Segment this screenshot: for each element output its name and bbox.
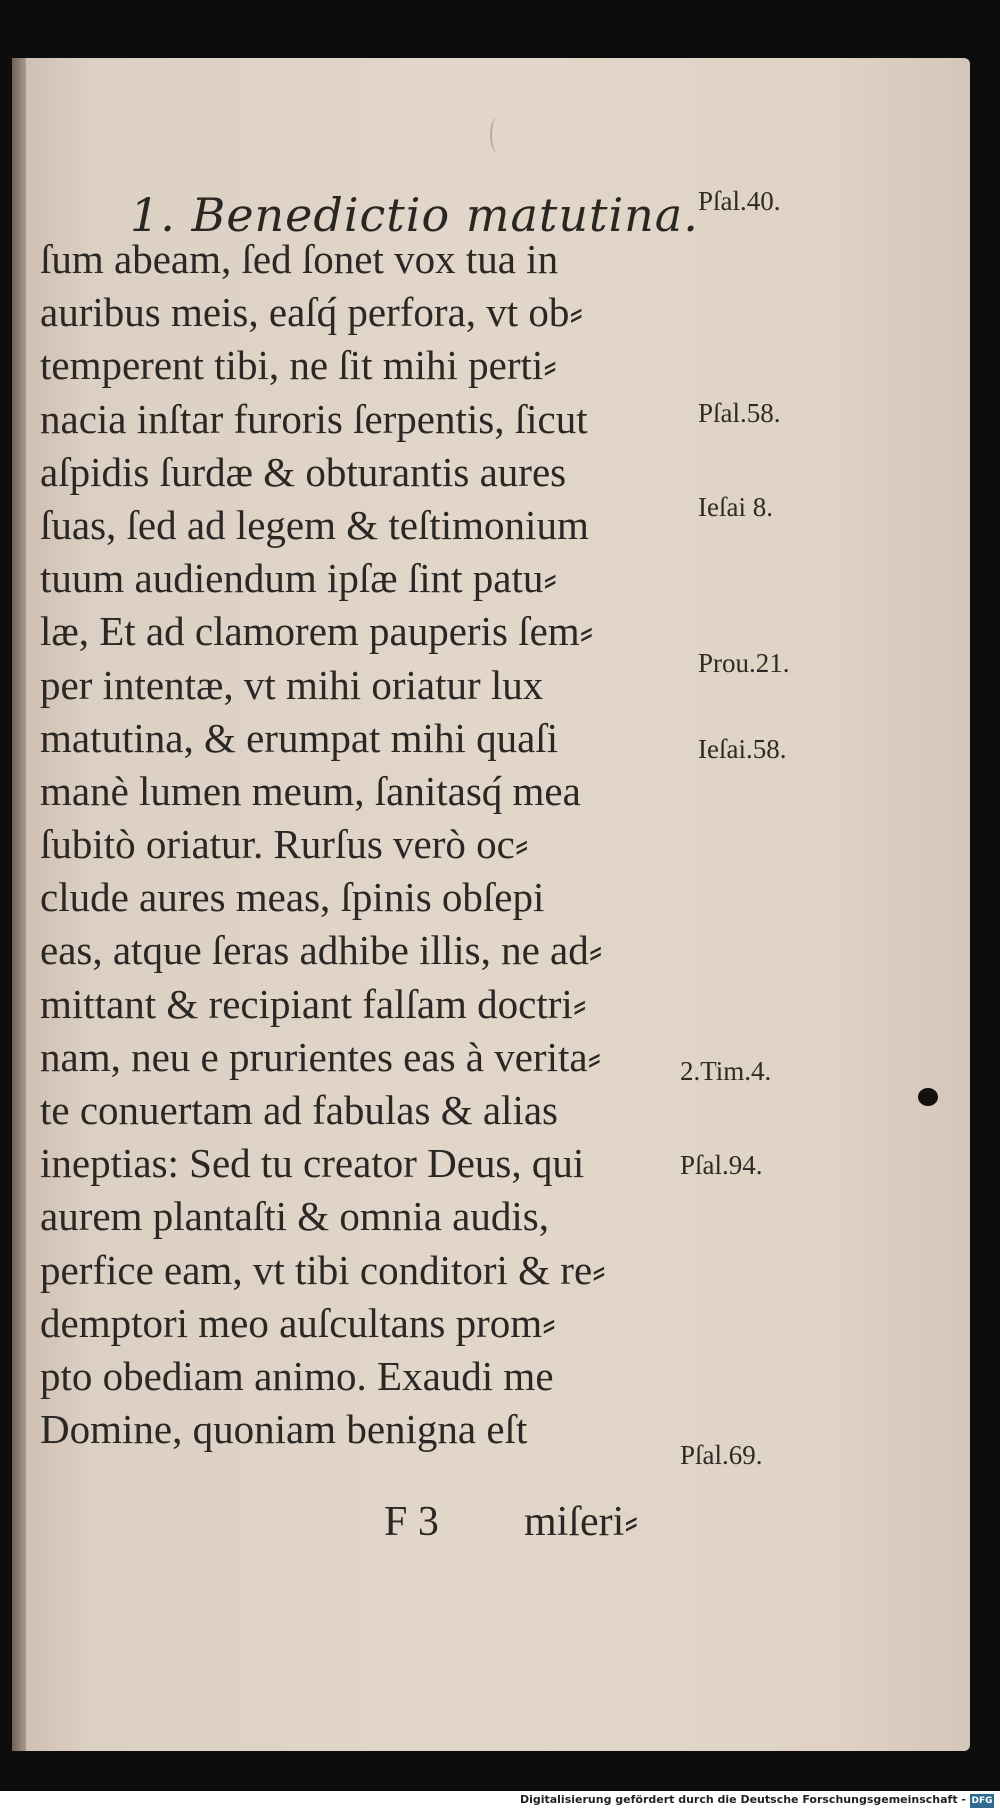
marginal-note: Ieſai 8. (698, 492, 773, 522)
text-line: ſubitò oriatur. Rurſus verò oc⸗ (40, 821, 529, 868)
text-line: ineptias: Sed tu creator Deus, qui (40, 1140, 585, 1187)
text-line: te conuertam ad fabulas & alias (40, 1087, 558, 1133)
marginal-note: Prou.21. (698, 648, 790, 678)
text-line: læ, Et ad clamorem pauperis ſem⸗ (40, 608, 594, 655)
funding-credit: Digitalisierung gefördert durch die Deutsche Forschungsgemeinschaft - (519, 1793, 966, 1806)
text-line: nam, neu e prurientes eas à verita⸗ (40, 1033, 602, 1080)
ink-blot (918, 1088, 938, 1106)
text-body (40, 233, 710, 1456)
dfg-logo-icon: DFG (971, 1796, 993, 1806)
text-line: ſum abeam, ſed ſonet vox tua in (40, 236, 559, 282)
text-line: auribus meis, eaſq́ perfora, vt ob⸗ (40, 289, 584, 336)
marginal-note: Pſal.58. (698, 398, 781, 428)
book-page (12, 58, 970, 1751)
text-line: aſpidis ſurdæ & obturantis aures (40, 448, 567, 495)
marginal-note: 2.Tim.4. (680, 1056, 772, 1086)
text-line: temperent tibi, ne ſit mihi perti⸗ (40, 342, 557, 389)
text-line: nacia inſtar furoris ſerpentis, ſicut (40, 395, 588, 442)
digitization-footer (0, 1791, 1000, 1812)
text-line: matutina, & erumpat mihi quaſi (40, 714, 559, 761)
text-line: demptori meo auſcultans prom⸗ (40, 1299, 556, 1346)
page-footer-line (12, 1498, 970, 1558)
text-line: pto obediam animo. Exaudi me (40, 1352, 554, 1399)
text-line: tuum audiendum ipſæ ſint patu⸗ (40, 555, 558, 602)
running-header: 1. Benedictio matutina. (130, 188, 699, 242)
text-line: per intentæ, vt mihi oriatur lux (40, 661, 544, 708)
marginal-note: Pſal.40. (698, 186, 781, 216)
marginal-note: Pſal.69. (680, 1440, 763, 1470)
text-line: eas, atque ſeras adhibe illis, ne ad⸗ (40, 927, 603, 974)
text-line: mittant & recipiant falſam doctri⸗ (40, 980, 587, 1027)
text-line: ſuas, ſed ad legem & teſtimonium (40, 501, 589, 548)
marginal-note: Ieſai.58. (698, 734, 787, 764)
text-line: perfice eam, vt tibi conditori & re⸗ (40, 1246, 606, 1293)
text-line: Domine, quoniam benigna eſt (40, 1406, 528, 1453)
signature-mark: F 3 (384, 1499, 439, 1545)
text-line: clude aures meas, ſpinis obſepi (40, 874, 545, 921)
text-line: manè lumen meum, ſanitasq́ mea (40, 767, 581, 814)
text-line: aurem plantaſti & omnia audis, (40, 1193, 549, 1240)
catchword: miſeri⸗ (524, 1499, 639, 1545)
marginal-note: Pſal.94. (680, 1150, 763, 1180)
paper-crease (490, 118, 504, 152)
